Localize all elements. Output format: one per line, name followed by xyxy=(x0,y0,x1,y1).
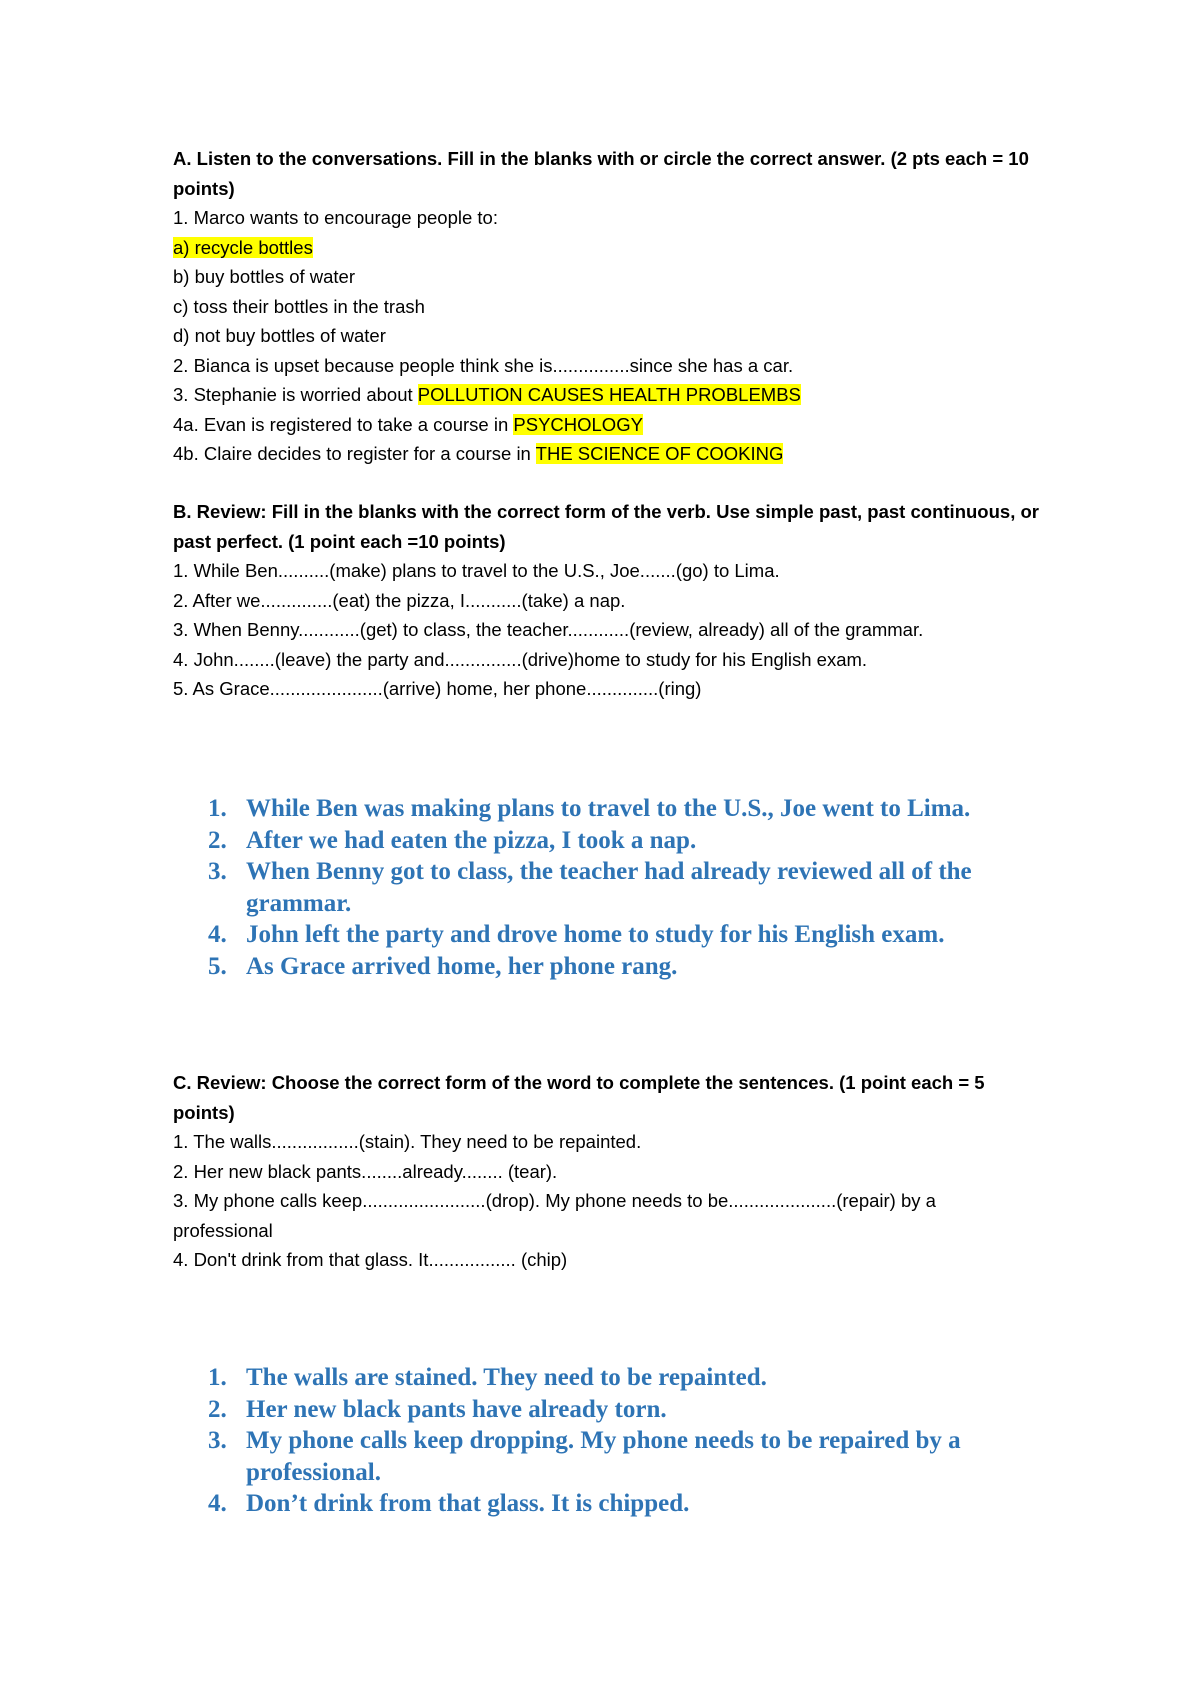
section-c-heading: C. Review: Choose the correct form of the word to complete the sentences. (1 point each = 5 points) xyxy=(173,1072,985,1123)
answer-item xyxy=(208,1394,1048,1426)
answer-text: Don’t drink from that glass. It is chipped. xyxy=(246,1490,690,1517)
answer-number: 1. xyxy=(208,795,227,822)
answer-text: As Grace arrived home, her phone rang. xyxy=(246,952,678,980)
section-c-answers xyxy=(208,1362,1048,1520)
option-b: b) buy bottles of water xyxy=(173,266,356,287)
answer-item xyxy=(208,1488,1048,1520)
answer-number: 1. xyxy=(208,1364,227,1391)
answer-text: The walls are stained. They need to be repainted. xyxy=(246,1364,767,1391)
section-a xyxy=(173,144,1039,469)
question-4b-text: 4b. Claire decides to register for a course in xyxy=(173,443,536,464)
question-3-answer: POLLUTION CAUSES HEALTH PROBLEMBS xyxy=(417,384,801,405)
section-b-item-3: 3. When Benny............(get) to class, the teacher............(review, already) all of the grammar. xyxy=(173,619,924,640)
answer-item xyxy=(208,1425,1048,1488)
question-4a-answer: PSYCHOLOGY xyxy=(513,413,643,435)
section-b-item-4: 4. John........(leave) the party and...............(drive)home to study for his English exam. xyxy=(173,648,868,670)
section-b-item-5: 5. As Grace......................(arrive) home, her phone..............(ring) xyxy=(173,678,702,699)
answer-item xyxy=(208,793,1048,825)
answer-number: 5. xyxy=(208,952,227,980)
section-b-answers xyxy=(208,793,1048,982)
section-c-item-4: 4. Don't drink from that glass. It................. (chip) xyxy=(173,1249,568,1270)
answer-number: 4. xyxy=(208,921,227,948)
answer-number: 2. xyxy=(208,1395,227,1423)
answer-text: My phone calls keep dropping. My phone needs to be repaired by a professional. xyxy=(246,1427,961,1486)
option-a-highlight: a) recycle bottles xyxy=(173,236,313,258)
answer-number: 4. xyxy=(208,1490,227,1517)
answer-number: 3. xyxy=(208,1427,227,1454)
section-c-item-1: 1. The walls.................(stain). They need to be repainted. xyxy=(173,1131,642,1152)
section-c-item-2: 2. Her new black pants........already........ (tear). xyxy=(173,1160,558,1182)
question-4a-text: 4a. Evan is registered to take a course in xyxy=(173,413,514,435)
section-a-heading: A. Listen to the conversations. Fill in the blanks with or circle the correct answer. (2 pts each = 10 points) xyxy=(173,148,1029,199)
option-a xyxy=(173,233,1039,263)
answer-number: 3. xyxy=(208,858,227,885)
option-d: d) not buy bottles of water xyxy=(173,325,386,346)
section-c xyxy=(173,1068,1039,1275)
answer-item xyxy=(208,1362,1048,1394)
answer-item xyxy=(208,951,1048,983)
question-3-text: 3. Stephanie is worried about xyxy=(173,384,418,405)
question-4a xyxy=(173,410,1039,440)
question-1: 1. Marco wants to encourage people to: xyxy=(173,207,498,228)
question-4b-answer: THE SCIENCE OF COOKING xyxy=(535,443,784,464)
answer-text: When Benny got to class, the teacher had already reviewed all of the grammar. xyxy=(246,858,972,917)
answer-item xyxy=(208,856,1048,919)
question-4b xyxy=(173,439,1039,469)
answer-text: After we had eaten the pizza, I took a nap. xyxy=(246,826,697,854)
question-3 xyxy=(173,380,1039,410)
answer-item xyxy=(208,919,1048,951)
answer-number: 2. xyxy=(208,826,227,854)
answer-text: John left the party and drove home to study for his English exam. xyxy=(246,921,945,948)
answer-text: While Ben was making plans to travel to the U.S., Joe went to Lima. xyxy=(246,795,971,822)
section-b-item-2: 2. After we..............(eat) the pizza, I...........(take) a nap. xyxy=(173,589,626,611)
section-b-item-1: 1. While Ben..........(make) plans to travel to the U.S., Joe.......(go) to Lima. xyxy=(173,560,780,581)
answer-text: Her new black pants have already torn. xyxy=(246,1395,667,1423)
section-b xyxy=(173,497,1039,704)
section-c-item-3: 3. My phone calls keep........................(drop). My phone needs to be.....................(repair) by a professional xyxy=(173,1190,936,1241)
section-b-heading: B. Review: Fill in the blanks with the correct form of the verb. Use simple past, past continuous, or past perfect. (1 point each =10 points) xyxy=(173,501,1039,552)
option-c: c) toss their bottles in the trash xyxy=(173,295,425,317)
answer-item xyxy=(208,825,1048,857)
question-2: 2. Bianca is upset because people think she is...............since she has a car. xyxy=(173,354,794,376)
